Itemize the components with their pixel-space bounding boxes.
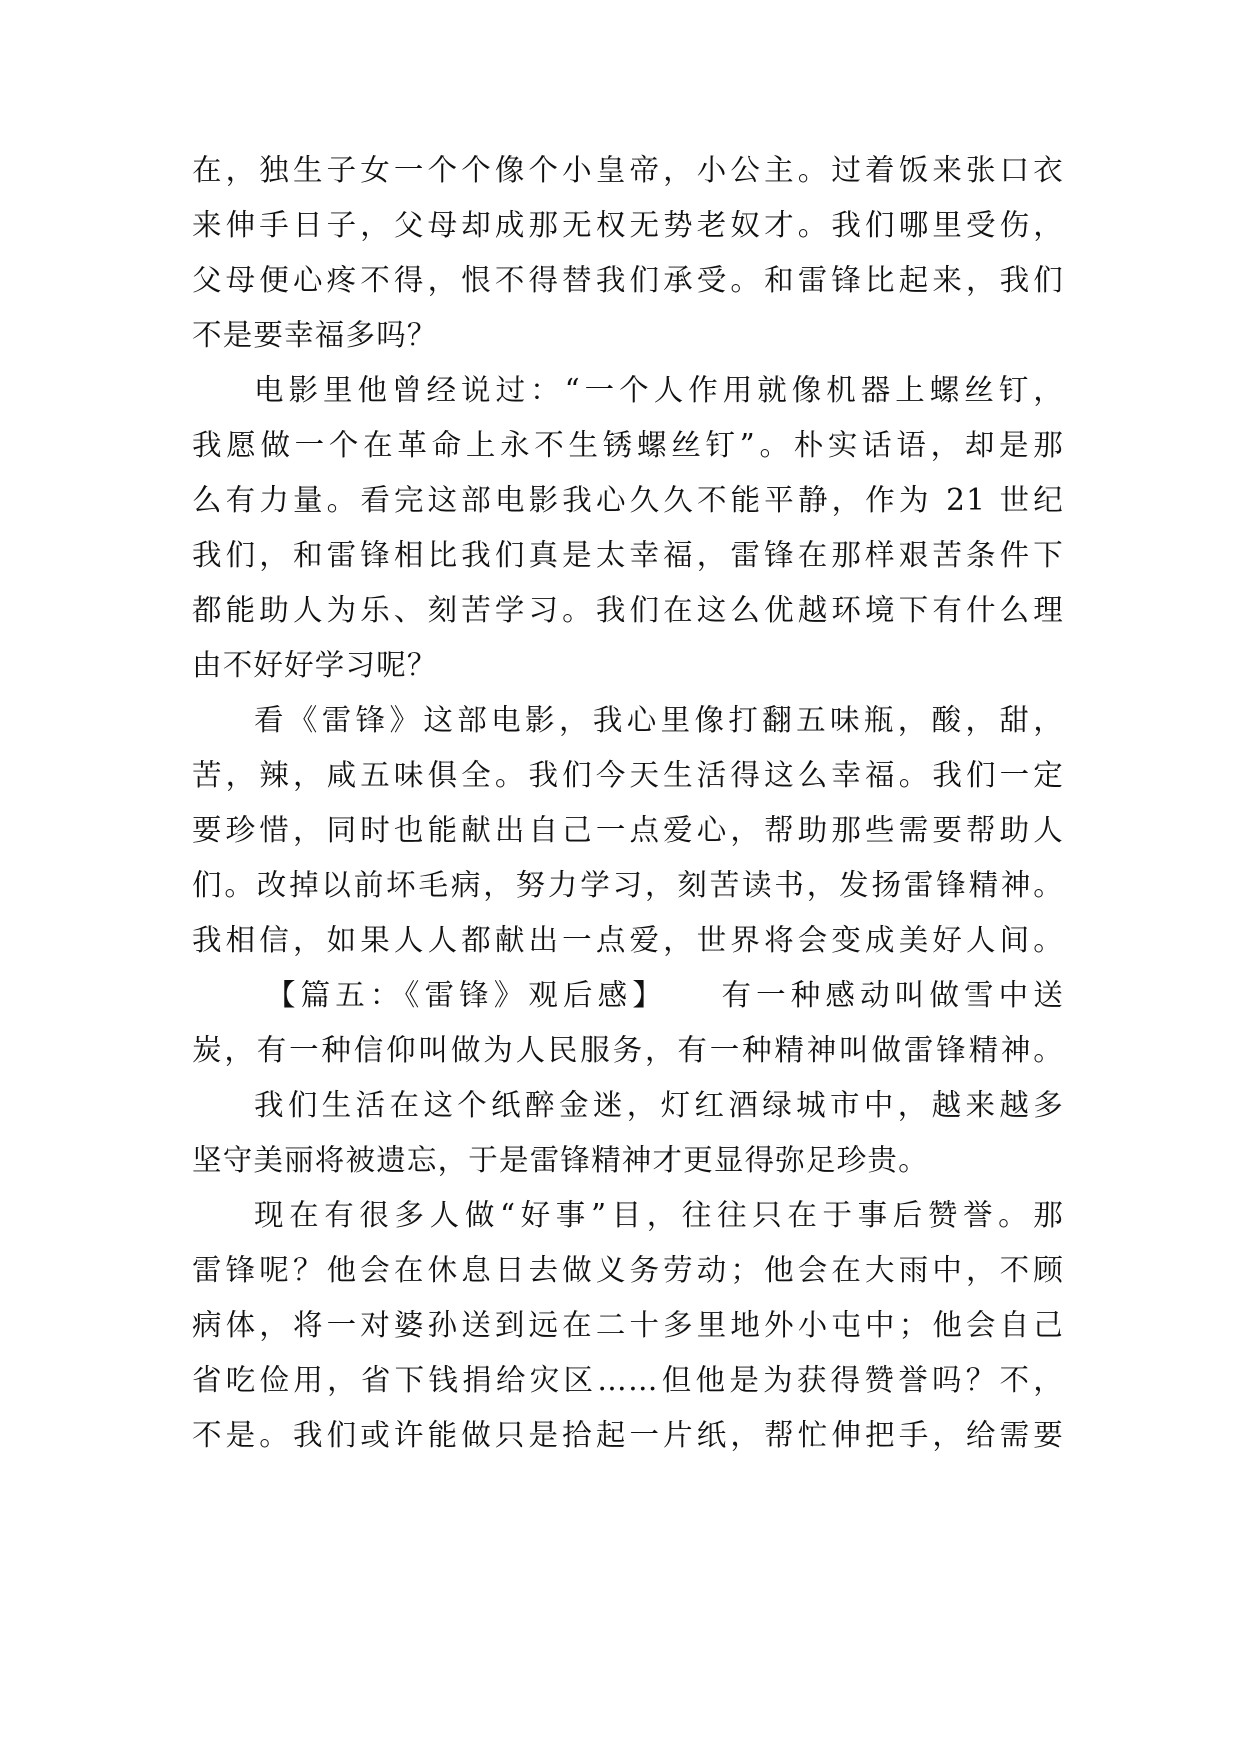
text-line: 电影里他曾经说过：“一个人作用就像机器上螺丝钉， xyxy=(254,373,1064,407)
text-line: 们。改掉以前坏毛病，努力学习，刻苦读书，发扬雷锋精神。 xyxy=(192,868,1064,902)
text-line: 雷锋呢？他会在休息日去做义务劳动；他会在大雨中，不顾 xyxy=(192,1253,1064,1287)
text-line: 炭，有一种信仰叫做为人民服务，有一种精神叫做雷锋精神。 xyxy=(192,1033,1064,1067)
text-line: 现在有很多人做“好事”目，往往只在于事后赞誉。那 xyxy=(254,1198,1064,1232)
text-line: 不是。我们或许能做只是拾起一片纸，帮忙伸把手，给需要 xyxy=(192,1418,1064,1452)
text-line: 要珍惜，同时也能献出自己一点爱心，帮助那些需要帮助人 xyxy=(192,813,1064,847)
text-line: 么有力量。看完这部电影我心久久不能平静，作为 21 世纪 xyxy=(192,483,1064,517)
text-line: 来伸手日子，父母却成那无权无势老奴才。我们哪里受伤， xyxy=(192,208,1064,242)
text-line: 病体，将一对婆孙送到远在二十多里地外小屯中；他会自己 xyxy=(192,1308,1064,1342)
text-line: 由不好好学习呢？ xyxy=(192,648,438,682)
section-heading-line: 【篇五：《雷锋》观后感】 有一种感动叫做雪中送 xyxy=(266,978,1064,1012)
text-line: 苦，辣，咸五味俱全。我们今天生活得这么幸福。我们一定 xyxy=(192,758,1064,792)
text-line: 看《雷锋》这部电影，我心里像打翻五味瓶，酸，甜， xyxy=(254,703,1064,737)
text-line: 父母便心疼不得，恨不得替我们承受。和雷锋比起来，我们 xyxy=(192,263,1064,297)
text-line: 省吃俭用，省下钱捐给灾区……但他是为获得赞誉吗？不， xyxy=(192,1363,1064,1397)
text-line: 在，独生子女一个个像个小皇帝，小公主。过着饭来张口衣 xyxy=(192,153,1064,187)
text-line: 我们，和雷锋相比我们真是太幸福，雷锋在那样艰苦条件下 xyxy=(192,538,1064,572)
text-line: 坚守美丽将被遗忘，于是雷锋精神才更显得弥足珍贵。 xyxy=(192,1143,929,1177)
text-line: 我愿做一个在革命上永不生锈螺丝钉”。朴实话语，却是那 xyxy=(192,428,1064,462)
text-line: 都能助人为乐、刻苦学习。我们在这么优越环境下有什么理 xyxy=(192,593,1064,627)
text-line: 不是要幸福多吗？ xyxy=(192,318,438,352)
text-line: 我们生活在这个纸醉金迷，灯红酒绿城市中，越来越多 xyxy=(254,1088,1064,1122)
text-line: 我相信，如果人人都献出一点爱，世界将会变成美好人间。 xyxy=(192,923,1064,957)
